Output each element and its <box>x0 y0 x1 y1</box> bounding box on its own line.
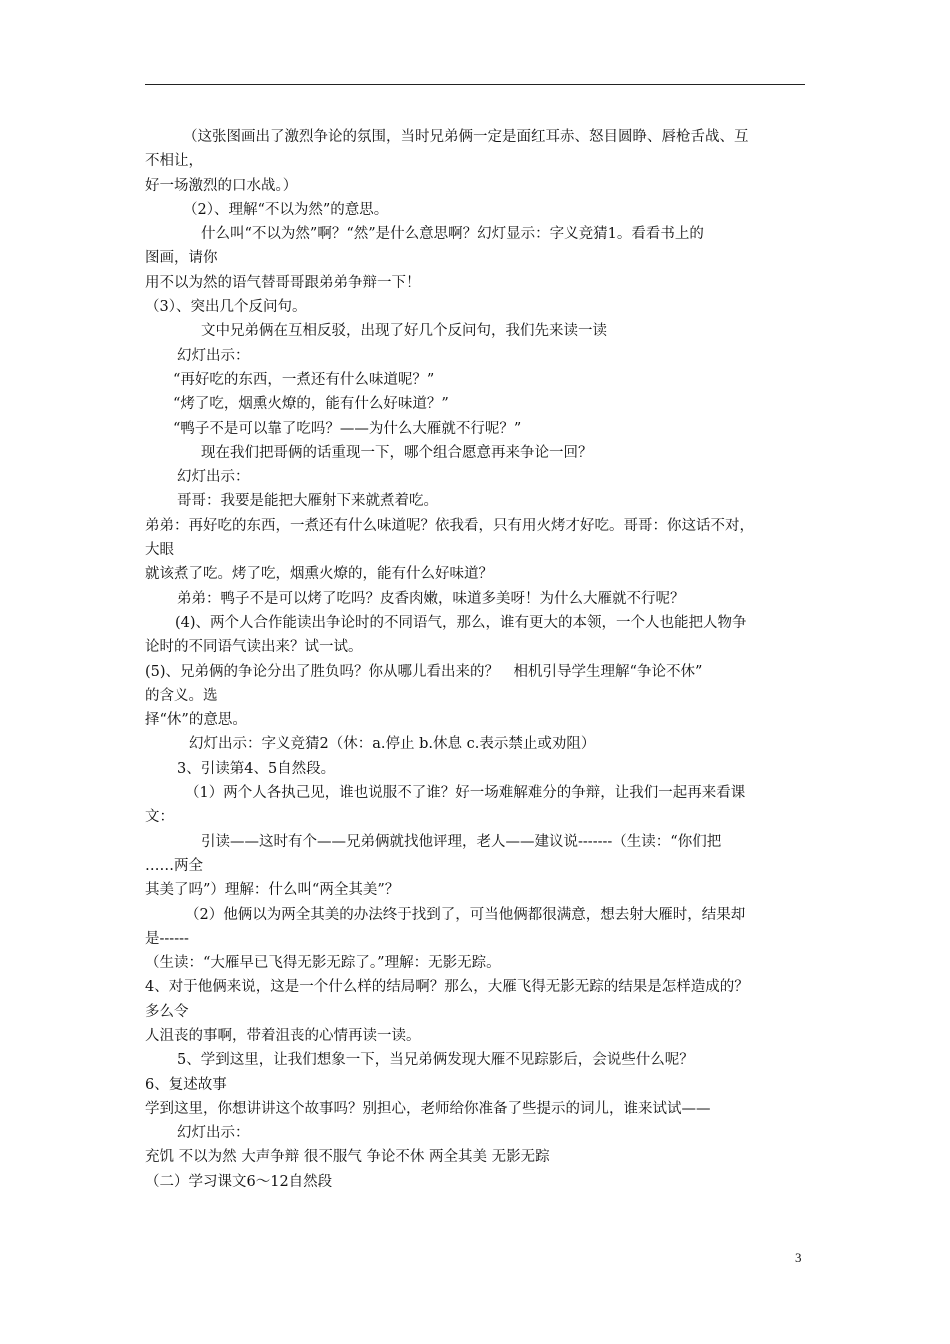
text-line: 引读——这时有个——兄弟俩就找他评理，老人——建议说-------（生读：“你们把 <box>201 833 722 850</box>
text-line: 充饥 不以为然 大声争辩 很不服气 争论不休 两全其美 无影无踪 <box>145 1149 550 1166</box>
text-line: 文中兄弟俩在互相反驳，出现了好几个反问句，我们先来读一读 <box>201 323 607 340</box>
text-line: 现在我们把哥俩的话重现一下，哪个组合愿意再来争论一回？ <box>201 444 593 461</box>
text-line: 幻灯出示：字义竞猜2（休：a.停止 b.休息 c.表示禁止或劝阻） <box>189 736 596 753</box>
text-line: 就该煮了吃。烤了吃，烟熏火燎的，能有什么好味道？ <box>145 566 493 583</box>
text-line: 文： <box>145 809 174 826</box>
text-line: 好一场激烈的口水战。） <box>145 177 298 194</box>
text-line: 其美了吗”）理解：什么叫“两全其美”？ <box>145 882 400 899</box>
text-line: 幻灯出示： <box>177 469 250 486</box>
text-line: 4、对于他俩来说，这是一个什么样的结局啊？那么，大雁飞得无影无踪的结果是怎样造成的？ <box>145 979 749 996</box>
text-line: (5)、兄弟俩的争论分出了胜负吗？你从哪儿看出来的？ 相机引导学生理解“争论不休” <box>145 663 703 680</box>
text-line: 幻灯出示： <box>177 347 250 364</box>
text-line: “烤了吃，烟熏火燎的，能有什么好味道？” <box>173 396 449 413</box>
text-line: “鸭子不是可以靠了吃吗？——为什么大雁就不行呢？” <box>173 420 522 437</box>
text-line: “再好吃的东西，一煮还有什么味道呢？” <box>173 371 435 388</box>
text-line: 用不以为然的语气替哥哥跟弟弟争辩一下！ <box>145 274 421 291</box>
text-line: 学到这里，你想讲讲这个故事吗？别担心，老师给你准备了些提示的词儿，谁来试试—— <box>145 1100 711 1117</box>
text-line: 择“休”的意思。 <box>145 712 247 729</box>
text-line: 弟弟：再好吃的东西，一煮还有什么味道呢？依我看，只有用火烤才好吃。哥哥：你这话不对， <box>145 517 754 534</box>
document-body <box>145 125 813 1194</box>
text-line: 不相让， <box>145 153 203 170</box>
text-line: （生读：“大雁早已飞得无影无踪了。”理解：无影无踪。 <box>145 955 501 972</box>
text-line: 3、引读第4、5自然段。 <box>177 760 336 777</box>
text-line: 论时的不同语气读出来？试一试。 <box>145 639 363 656</box>
text-line: 人沮丧的事啊，带着沮丧的心情再读一读。 <box>145 1027 421 1044</box>
page-number: 3 <box>795 1250 802 1265</box>
text-line: 幻灯出示： <box>177 1125 250 1142</box>
text-line: （1）两个人各执己见，谁也说服不了谁？好一场难解难分的争辩，让我们一起再来看课 <box>185 785 746 802</box>
text-line: 什么叫“不以为然”啊？“然”是什么意思啊？幻灯显示：字义竞猜1。看看书上的 <box>201 226 704 243</box>
text-line: 6、复述故事 <box>145 1076 227 1093</box>
text-line: 5、学到这里，让我们想象一下，当兄弟俩发现大雁不见踪影后，会说些什么呢？ <box>177 1052 694 1069</box>
text-line: 图画，请你 <box>145 250 218 267</box>
text-line: 大眼 <box>145 542 174 559</box>
text-line: （2）他俩以为两全其美的办法终于找到了，可当他俩都很满意，想去射大雁时，结果却 <box>185 906 746 923</box>
text-line: （二）学习课文6～12自然段 <box>145 1173 333 1190</box>
text-line: 多么令 <box>145 1003 189 1020</box>
text-line: 弟弟：鸭子不是可以烤了吃吗？皮香肉嫩，味道多美呀！为什么大雁就不行呢？ <box>177 590 685 607</box>
text-line: 哥哥：我要是能把大雁射下来就煮着吃。 <box>177 493 438 510</box>
text-line: （3）、突出几个反问句。 <box>145 299 307 316</box>
text-line: （这张图画出了激烈争论的氛围，当时兄弟俩一定是面红耳赤、怒目圆睁、唇枪舌战、互 <box>183 129 749 145</box>
text-line: 的含义。选 <box>145 687 218 704</box>
text-line: 是------ <box>145 930 189 947</box>
text-line: ……两全 <box>145 857 203 874</box>
header-rule <box>145 84 805 85</box>
text-line: （2）、理解“不以为然”的意思。 <box>183 201 389 218</box>
text-line: (4)、两个人合作能读出争论时的不同语气，那么，谁有更大的本领，一个人也能把人物争 <box>175 614 747 631</box>
